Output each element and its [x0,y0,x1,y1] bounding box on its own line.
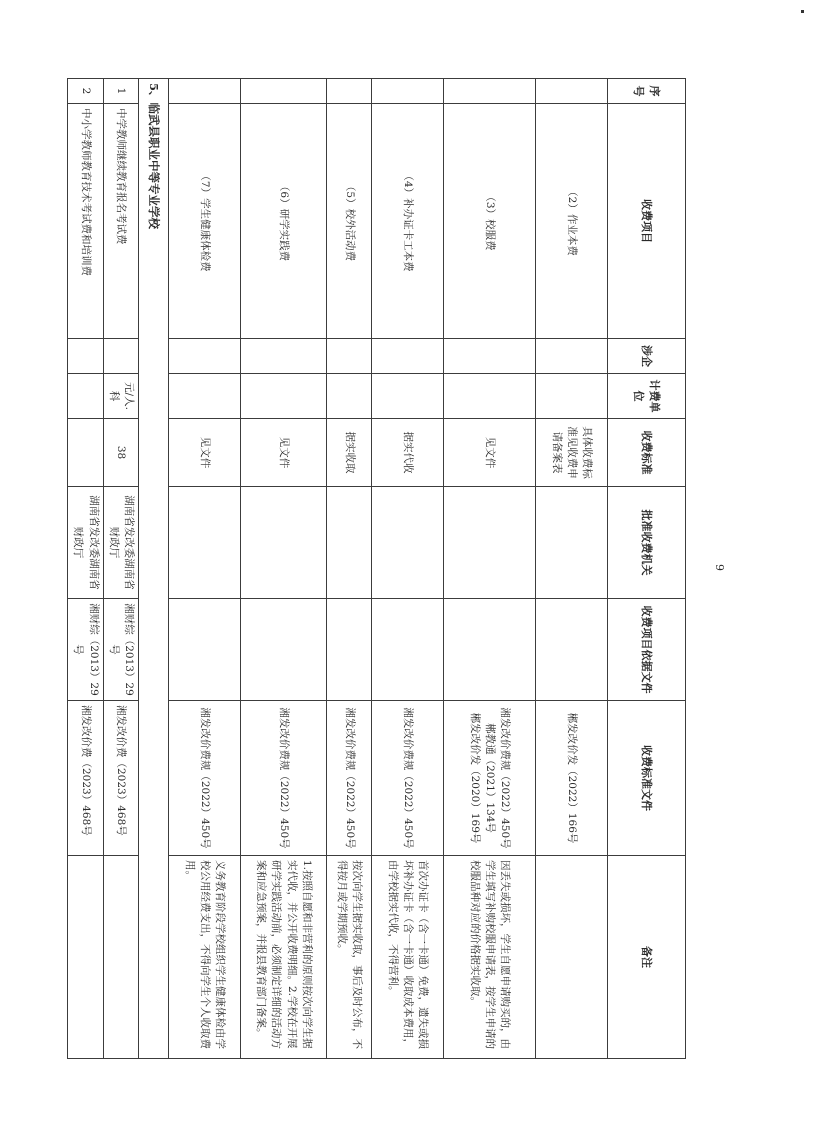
cell-authority [536,487,608,599]
cell-item: （7）学生健康体检费 [169,104,241,339]
cell-seq [444,79,536,104]
cell-authority [169,487,241,599]
table-row [241,79,327,1059]
cell-authority [372,487,444,599]
cell-basis [536,599,608,701]
cell-seq [372,79,444,104]
cell-std-doc [444,701,536,856]
cell-authority: 湖南省发改委湖南省财政厅 [103,487,138,599]
section-title: 5、临武县职业中等专业学校 [139,79,169,1059]
header-seq: 序号 [608,79,686,104]
cell-item: （6）研学实践费 [241,104,327,339]
cell-std-doc: 湘发改价费（2023）468号 [103,701,138,856]
cell-std-doc: 湘发改价费规（2022）450号 [169,701,241,856]
std-doc-line: 郴教通（2021）134号 [484,723,497,833]
cell-unit: 元/人.科 [103,374,138,419]
cell-seq [241,79,327,104]
cell-unit [68,374,103,419]
header-involve: 涉企 [608,339,686,374]
cell-standard: 具体收费标准见收费申请备案表 [536,419,608,487]
cell-unit [241,374,327,419]
cell-standard: 38 [103,419,138,487]
table-header-row [608,79,686,1059]
cell-std-doc: 湘发改价费规（2022）450号 [241,701,327,856]
cell-involve [327,339,372,374]
header-unit: 计费单位 [608,374,686,419]
cell-basis [372,599,444,701]
cell-remarks: 1.按照自愿和非营利的原则按次向学生据实代收，并公开收费明细。2.学校在开展研学实践活动前，必须制定详细的活动方案和应急预案，并报县教育部门备案。 [241,856,327,1059]
cell-seq: 1 [103,79,138,104]
cell-remarks [68,856,103,1059]
header-basis: 收费项目依据文件 [608,599,686,701]
cell-std-doc: 湘发改价费（2023）468号 [68,701,103,856]
cell-authority [444,487,536,599]
cell-remarks: 因丢失或损坏，学生自愿申请购买的，由学生填写补购校服申请表，按学生申请的校服品种对应的价格据实收取。 [444,856,536,1059]
table-row [103,79,138,1059]
cell-standard: 见文件 [241,419,327,487]
section-row [139,79,169,1059]
fee-table [67,78,686,1059]
cell-involve [103,339,138,374]
table-row [169,79,241,1059]
cell-authority: 湖南省发改委湖南省财政厅 [68,487,103,599]
cell-unit [372,374,444,419]
scan-speck [801,10,804,13]
cell-standard [68,419,103,487]
std-doc-line: 湘发改价费规（2022）450号 [499,707,512,849]
cell-basis [327,599,372,701]
cell-remarks: 义务教育阶段学校组织学生健康体检由学校公用经费支出，不得向学生个人收取费用。 [169,856,241,1059]
cell-unit [327,374,372,419]
cell-item: （2）作业本费 [536,104,608,339]
cell-standard: 见文件 [444,419,536,487]
table-row [68,79,103,1059]
cell-seq [169,79,241,104]
table-row [444,79,536,1059]
cell-unit [536,374,608,419]
cell-standard: 见文件 [169,419,241,487]
std-doc-line: 郴发改价发（2020）169号 [468,712,481,844]
cell-remarks: 按次向学生据实收取，事后及时公布，不得按月或学期预收。 [327,856,372,1059]
header-item: 收费项目 [608,104,686,339]
cell-basis [169,599,241,701]
cell-remarks [536,856,608,1059]
cell-authority [327,487,372,599]
header-std-doc: 收费标准文件 [608,701,686,856]
rotated-table-sheet [72,78,686,1058]
cell-unit [444,374,536,419]
cell-seq: 2 [68,79,103,104]
cell-involve [444,339,536,374]
cell-involve [68,339,103,374]
cell-unit [169,374,241,419]
cell-std-doc: 湘发改价费规（2022）450号 [327,701,372,856]
header-authority: 批准收费机关 [608,487,686,599]
table-row [536,79,608,1059]
cell-involve [372,339,444,374]
table-row [372,79,444,1059]
cell-item: （4）补办证卡工本费 [372,104,444,339]
header-remarks: 备注 [608,856,686,1059]
cell-item: 中小学教师教育技术考试费和培训费 [68,104,103,339]
cell-seq [327,79,372,104]
cell-std-doc: 湘发改价费规（2022）450号 [372,701,444,856]
cell-basis [444,599,536,701]
cell-basis: 湘财综（2013）29号 [68,599,103,701]
rotated-table-wrapper [72,78,686,1058]
cell-seq [536,79,608,104]
table-row [327,79,372,1059]
cell-remarks: 首次办证卡（含一卡通）免费，遗失或损坏补办证卡（含一卡通）收取成本费用，由学校据实代收，不得营利。 [372,856,444,1059]
cell-involve [169,339,241,374]
cell-basis [241,599,327,701]
cell-involve [241,339,327,374]
cell-std-doc: 郴发改价发（2022）166号 [536,701,608,856]
page-number: 9 [713,564,726,571]
cell-basis: 湘财综（2013）29号 [103,599,138,701]
cell-remarks [103,856,138,1059]
cell-involve [536,339,608,374]
cell-item: （5）校外活动费 [327,104,372,339]
cell-item: （3）校服费 [444,104,536,339]
header-standard: 收费标准 [608,419,686,487]
cell-authority [241,487,327,599]
cell-standard: 据实代收 [372,419,444,487]
cell-item: 中学教师继续教育报名考试费 [103,104,138,339]
cell-standard: 据实收取 [327,419,372,487]
